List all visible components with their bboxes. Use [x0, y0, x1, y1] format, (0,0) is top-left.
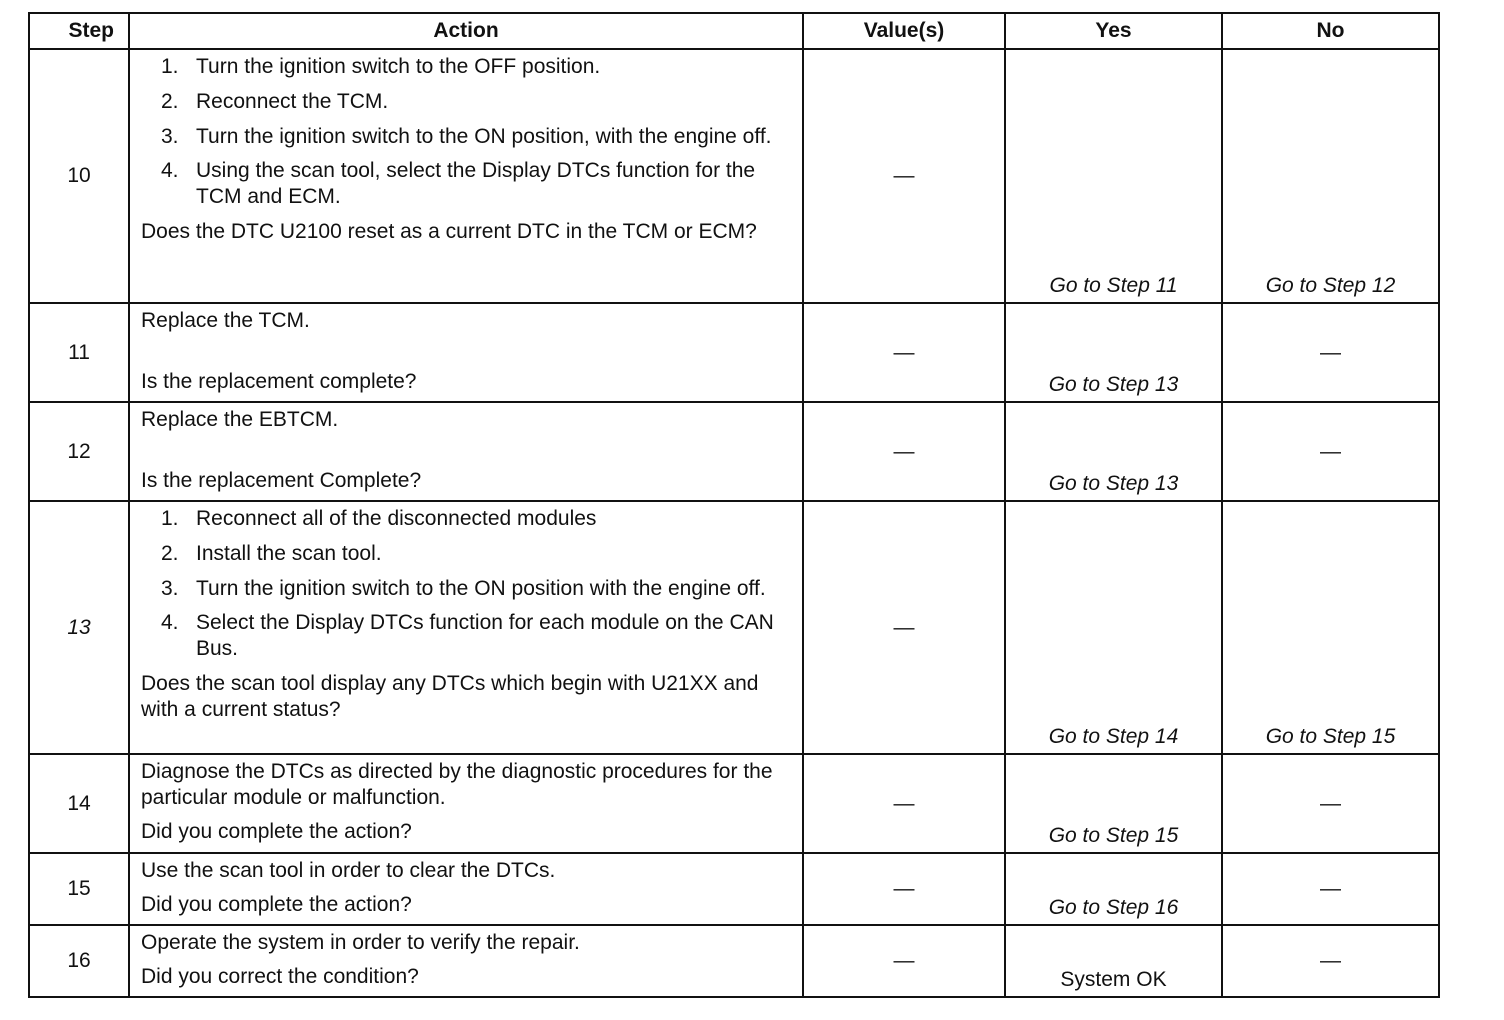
header-values: Value(s) — [803, 13, 1005, 49]
action-text: Use the scan tool in order to clear the DTCs. — [141, 859, 556, 882]
table-row-step-15 — [29, 853, 1439, 925]
yes-cell — [1005, 754, 1222, 853]
step-number: 12 — [29, 402, 129, 501]
no-goto-text: Go to Step 12 — [1265, 274, 1396, 298]
action-cell — [129, 853, 803, 925]
action-cell — [129, 501, 803, 754]
table-row-step-11 — [29, 303, 1439, 402]
header-yes: Yes — [1005, 13, 1222, 49]
action-step-text: Reconnect the TCM. — [196, 89, 389, 113]
action-text: Replace the TCM. — [141, 309, 310, 332]
step-number: 13 — [29, 501, 129, 754]
table-row-step-10 — [29, 49, 1439, 303]
action-step-text: Turn the ignition switch to the OFF position. — [196, 55, 601, 78]
action-question: Is the replacement Complete? — [141, 468, 422, 492]
action-step — [141, 576, 786, 602]
action-step-text: Turn the ignition switch to the ON position, with the engine off. — [196, 124, 772, 148]
action-question: Does the DTC U2100 reset as a current DTC in the TCM or ECM? — [141, 220, 757, 244]
no-cell: — — [1222, 754, 1439, 853]
action-step-text: Turn the ignition switch to the ON position with the engine off. — [196, 576, 766, 600]
header-action: Action — [129, 13, 803, 49]
no-cell: — — [1222, 303, 1439, 402]
yes-goto-text: Go to Step 14 — [1048, 725, 1179, 749]
step-number: 14 — [29, 754, 129, 853]
action-step-text: Using the scan tool, select the Display DTCs function for the TCM and ECM. — [196, 159, 756, 209]
action-step-number: 4. — [161, 159, 179, 183]
action-text: Operate the system in order to verify the repair. — [141, 931, 580, 954]
action-step-number: 1. — [161, 507, 179, 530]
table-row-step-14 — [29, 754, 1439, 853]
yes-goto-text: Go to Step 16 — [1048, 896, 1179, 920]
action-cell — [129, 303, 803, 402]
action-steps-list — [141, 506, 786, 662]
action-question: Is the replacement complete? — [141, 369, 417, 393]
action-question: Did you complete the action? — [141, 819, 412, 843]
yes-cell: System OK — [1005, 925, 1222, 997]
yes-cell — [1005, 402, 1222, 501]
header-row — [29, 13, 1439, 49]
action-text: Replace the EBTCM. — [141, 408, 339, 431]
no-goto-text: Go to Step 15 — [1265, 725, 1396, 749]
value-cell: — — [803, 925, 1005, 997]
yes-goto-text: Go to Step 15 — [1048, 824, 1179, 848]
action-step-text: Reconnect all of the disconnected modules — [196, 507, 597, 530]
yes-cell — [1005, 853, 1222, 925]
step-number: 11 — [29, 303, 129, 402]
no-cell: — — [1222, 925, 1439, 997]
action-step — [141, 541, 786, 567]
action-steps-list — [141, 54, 786, 210]
table-row-step-13 — [29, 501, 1439, 754]
no-cell — [1222, 49, 1439, 303]
action-step — [141, 89, 786, 115]
no-cell — [1222, 501, 1439, 754]
action-step-number: 1. — [161, 55, 179, 78]
step-number: 16 — [29, 925, 129, 997]
action-step-number: 3. — [161, 576, 179, 600]
action-cell — [129, 402, 803, 501]
action-cell — [129, 49, 803, 303]
action-step-number: 2. — [161, 89, 179, 113]
yes-cell — [1005, 49, 1222, 303]
action-cell — [129, 925, 803, 997]
action-step-number: 2. — [161, 541, 179, 565]
value-cell: — — [803, 754, 1005, 853]
action-step-text: Install the scan tool. — [196, 541, 382, 565]
action-step — [141, 54, 786, 80]
no-cell: — — [1222, 853, 1439, 925]
step-number: 15 — [29, 853, 129, 925]
value-cell: — — [803, 49, 1005, 303]
action-step — [141, 506, 786, 532]
action-step-number: 3. — [161, 124, 179, 148]
action-step-text: Select the Display DTCs function for each module on the CAN Bus. — [196, 611, 774, 661]
table-row-step-12 — [29, 402, 1439, 501]
action-text: Diagnose the DTCs as directed by the diagnostic procedures for the particular module or malfunction. — [141, 760, 773, 809]
value-cell: — — [803, 303, 1005, 402]
table-row-step-16 — [29, 925, 1439, 997]
yes-cell — [1005, 303, 1222, 402]
value-cell: — — [803, 853, 1005, 925]
action-question: Did you complete the action? — [141, 892, 412, 916]
yes-goto-text: Go to Step 13 — [1048, 373, 1179, 397]
header-no: No — [1222, 13, 1439, 49]
action-question: Did you correct the condition? — [141, 964, 419, 988]
step-number: 10 — [29, 49, 129, 303]
yes-cell — [1005, 501, 1222, 754]
header-step: Step — [29, 13, 129, 49]
action-step — [141, 610, 786, 662]
action-question: Does the scan tool display any DTCs which begin with U21XX and with a current status? — [141, 672, 759, 721]
action-step-number: 4. — [161, 611, 179, 635]
yes-goto-text: Go to Step 11 — [1049, 274, 1178, 298]
value-cell: — — [803, 501, 1005, 754]
diagnostic-table — [28, 12, 1440, 998]
action-step — [141, 124, 786, 150]
action-step — [141, 158, 786, 210]
yes-goto-text: Go to Step 13 — [1048, 472, 1179, 496]
action-cell — [129, 754, 803, 853]
value-cell: — — [803, 402, 1005, 501]
no-cell: — — [1222, 402, 1439, 501]
